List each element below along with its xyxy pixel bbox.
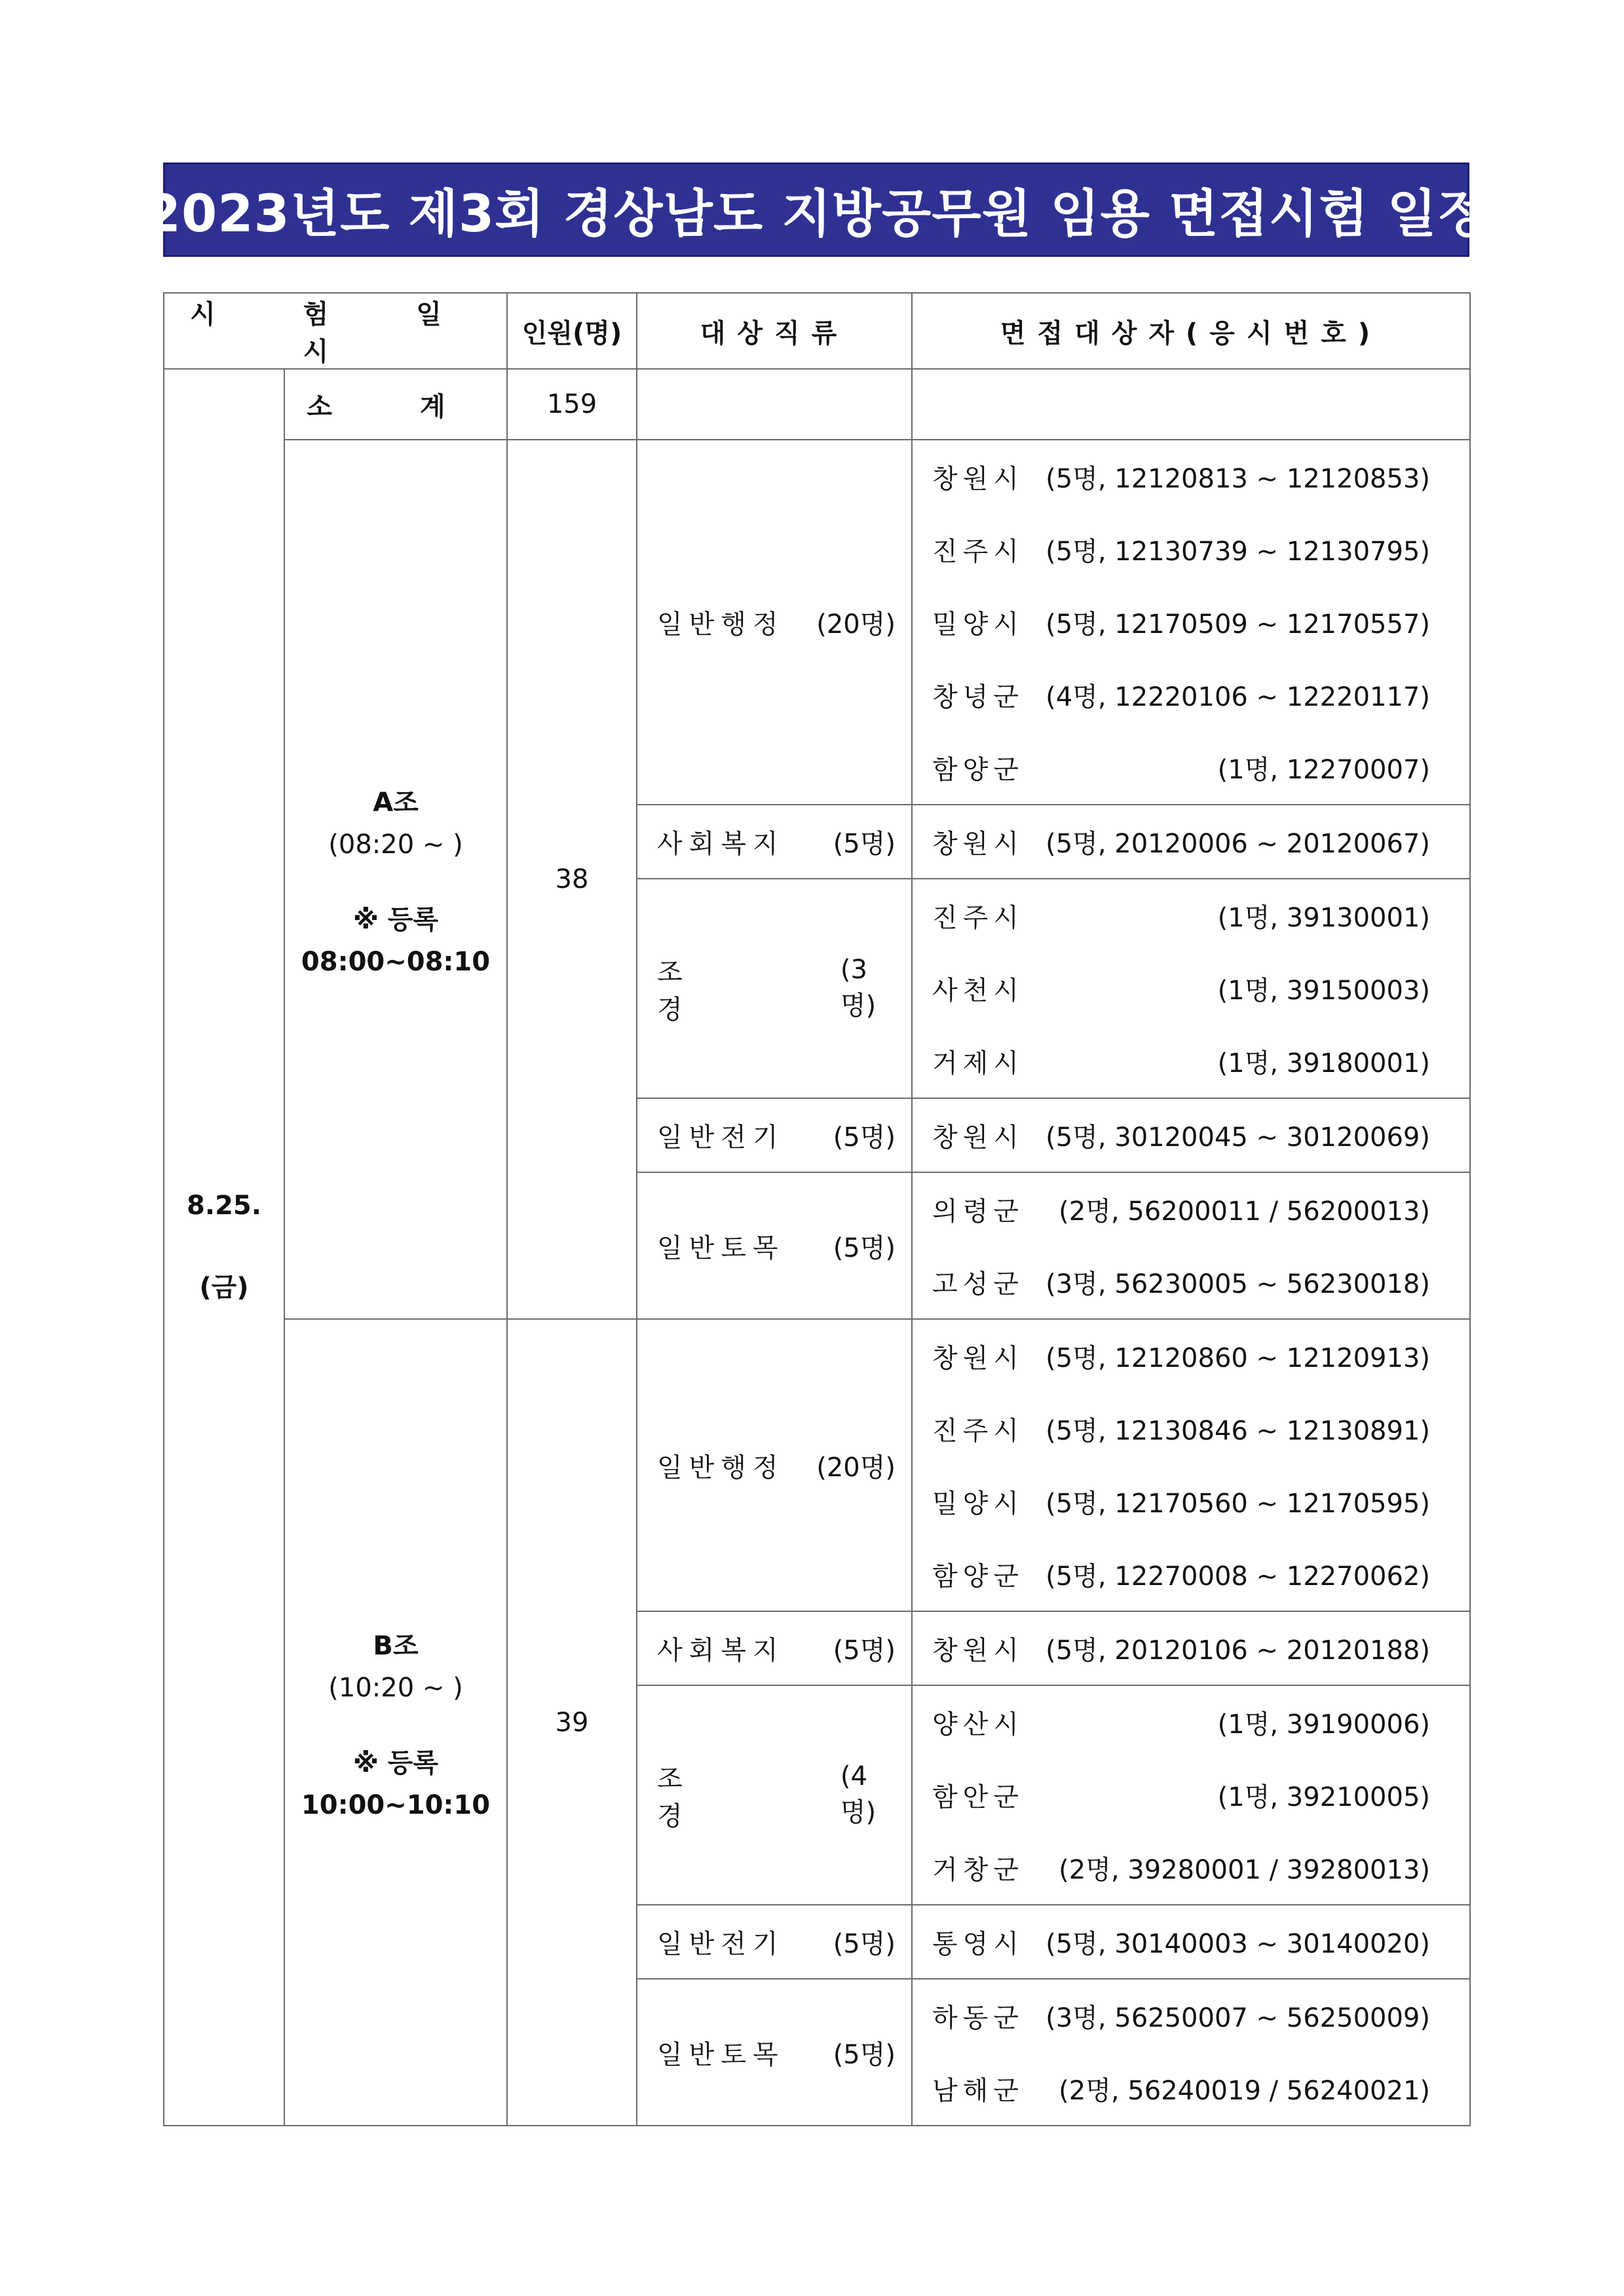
candidate-city: 진주시 bbox=[932, 903, 1024, 933]
job-count: (5명) bbox=[833, 1929, 896, 1959]
candidate-row bbox=[932, 1831, 1430, 1904]
job-count: (5명) bbox=[833, 1636, 896, 1666]
table-row bbox=[164, 440, 1470, 805]
group-register-time: 08:00~08:10 bbox=[301, 947, 491, 977]
header-job: 대상직류 bbox=[637, 293, 912, 369]
candidate-city: 함양군 bbox=[932, 755, 1024, 785]
job-name: 조경 bbox=[657, 957, 761, 1025]
group-cell bbox=[284, 1319, 507, 2126]
interview-schedule-table bbox=[163, 292, 1471, 2126]
candidate-row bbox=[932, 1173, 1430, 1246]
candidate-city: 고성군 bbox=[932, 1269, 1024, 1299]
candidate-row bbox=[932, 1686, 1430, 1759]
group-time: (10:20 ~ ) bbox=[328, 1672, 463, 1703]
candidate-row bbox=[932, 1320, 1430, 1392]
candidate-detail: (5명, 20120106 ~ 20120188) bbox=[1046, 1636, 1430, 1666]
candidate-detail: (2명, 56240019 / 56240021) bbox=[1059, 2076, 1430, 2106]
candidates-cell bbox=[912, 1172, 1470, 1319]
candidate-detail: (3명, 56250007 ~ 56250009) bbox=[1046, 2003, 1430, 2033]
candidate-detail: (5명, 12120860 ~ 12120913) bbox=[1046, 1343, 1430, 1373]
subtotal-label: 소 계 bbox=[284, 369, 507, 440]
job-name: 일반토목 bbox=[657, 1233, 785, 1263]
job-count: (20명) bbox=[816, 1452, 896, 1483]
candidate-detail: (5명, 20120006 ~ 20120067) bbox=[1046, 829, 1430, 859]
exam-date bbox=[164, 369, 284, 2126]
candidate-city: 창녕군 bbox=[932, 682, 1024, 712]
candidate-row bbox=[932, 1612, 1430, 1685]
candidates-cell bbox=[912, 1979, 1470, 2126]
candidate-detail: (5명, 12130739 ~ 12130795) bbox=[1046, 537, 1430, 567]
candidate-row bbox=[932, 731, 1430, 804]
header-count: 인원(명) bbox=[507, 293, 637, 369]
job-count: (3명) bbox=[840, 955, 877, 1021]
candidate-row bbox=[932, 1465, 1430, 1538]
job-count: (4명) bbox=[840, 1761, 877, 1827]
job-name: 일반토목 bbox=[657, 2039, 785, 2070]
candidate-city: 창원시 bbox=[932, 464, 1024, 494]
header-row bbox=[164, 293, 1470, 369]
group-name: B조 bbox=[373, 1630, 419, 1661]
job-name: 일반전기 bbox=[657, 1929, 785, 1959]
job-name: 일반전기 bbox=[657, 1122, 785, 1153]
candidates-cell bbox=[912, 1611, 1470, 1685]
candidate-row bbox=[932, 1099, 1430, 1172]
job-count: (5명) bbox=[833, 2039, 896, 2070]
candidate-detail: (1명, 12270007) bbox=[1217, 755, 1430, 785]
candidate-city: 창원시 bbox=[932, 1636, 1024, 1666]
candidate-city: 통영시 bbox=[932, 1929, 1024, 1959]
job-name: 조경 bbox=[657, 1763, 761, 1831]
group-name: A조 bbox=[373, 788, 419, 818]
candidates-cell bbox=[912, 1319, 1470, 1611]
candidate-row bbox=[932, 2052, 1430, 2125]
candidate-city: 남해군 bbox=[932, 2076, 1024, 2106]
group-time: (08:20 ~ ) bbox=[328, 830, 463, 860]
candidate-detail: (5명, 30140003 ~ 30140020) bbox=[1046, 1929, 1430, 1959]
candidate-row bbox=[932, 1392, 1430, 1465]
job-name: 일반행정 bbox=[657, 609, 785, 640]
candidate-detail: (5명, 12170509 ~ 12170557) bbox=[1046, 609, 1430, 640]
job-name: 사회복지 bbox=[657, 829, 785, 859]
group-register-label: ※ 등록 bbox=[352, 1748, 439, 1778]
candidate-city: 하동군 bbox=[932, 2003, 1024, 2033]
candidate-detail: (1명, 39130001) bbox=[1217, 903, 1430, 933]
candidate-city: 의령군 bbox=[932, 1196, 1024, 1227]
candidate-detail: (5명, 12170560 ~ 12170595) bbox=[1046, 1489, 1430, 1519]
candidate-row bbox=[932, 513, 1430, 586]
group-register-label: ※ 등록 bbox=[352, 905, 439, 935]
candidate-city: 진주시 bbox=[932, 537, 1024, 567]
candidate-detail: (5명, 12120813 ~ 12120853) bbox=[1046, 464, 1430, 494]
candidates-cell bbox=[912, 1098, 1470, 1172]
candidate-row bbox=[932, 1980, 1430, 2052]
candidate-detail: (5명, 12270008 ~ 12270062) bbox=[1046, 1561, 1430, 1592]
job-cell bbox=[637, 1611, 912, 1685]
candidate-detail: (4명, 12220106 ~ 12220117) bbox=[1046, 682, 1430, 712]
group-cell bbox=[284, 440, 507, 1319]
job-cell bbox=[637, 1685, 912, 1905]
candidate-city: 창원시 bbox=[932, 829, 1024, 859]
candidate-row bbox=[932, 440, 1430, 513]
group-register-time: 10:00~10:10 bbox=[301, 1789, 491, 1820]
job-cell bbox=[637, 1319, 912, 1611]
job-cell bbox=[637, 1098, 912, 1172]
candidate-row bbox=[932, 1905, 1430, 1978]
candidate-city: 함안군 bbox=[932, 1782, 1024, 1812]
candidate-detail: (5명, 12130846 ~ 12130891) bbox=[1046, 1416, 1430, 1446]
job-count: (5명) bbox=[833, 1122, 896, 1153]
candidate-detail: (1명, 39190006) bbox=[1217, 1710, 1430, 1740]
candidate-detail: (1명, 39150003) bbox=[1217, 976, 1430, 1006]
job-name: 일반행정 bbox=[657, 1452, 785, 1483]
candidate-detail: (3명, 56230005 ~ 56230018) bbox=[1046, 1269, 1430, 1299]
candidate-city: 양산시 bbox=[932, 1710, 1024, 1740]
candidate-row bbox=[932, 1246, 1430, 1318]
candidate-detail: (5명, 30120045 ~ 30120069) bbox=[1046, 1122, 1430, 1153]
candidate-city: 진주시 bbox=[932, 1416, 1024, 1446]
candidate-city: 거제시 bbox=[932, 1048, 1024, 1079]
candidates-cell bbox=[912, 879, 1470, 1098]
job-cell bbox=[637, 1905, 912, 1979]
candidates-cell bbox=[912, 1685, 1470, 1905]
subtotal-count: 159 bbox=[507, 369, 637, 440]
candidate-city: 창원시 bbox=[932, 1122, 1024, 1153]
candidate-detail: (1명, 39180001) bbox=[1217, 1048, 1430, 1079]
job-cell bbox=[637, 1172, 912, 1319]
candidates-cell bbox=[912, 805, 1470, 879]
candidate-row bbox=[932, 586, 1430, 659]
table-row bbox=[164, 1319, 1470, 1611]
candidate-city: 함양군 bbox=[932, 1561, 1024, 1592]
candidate-row bbox=[932, 952, 1430, 1025]
job-name: 사회복지 bbox=[657, 1636, 785, 1666]
job-cell bbox=[637, 1979, 912, 2126]
candidate-row bbox=[932, 1759, 1430, 1831]
candidates-cell bbox=[912, 1905, 1470, 1979]
header-candidates: 면접대상자(응시번호) bbox=[912, 293, 1470, 369]
job-count: (5명) bbox=[833, 1233, 896, 1263]
subtotal-row bbox=[164, 369, 1470, 440]
candidate-row bbox=[932, 879, 1430, 952]
candidate-row bbox=[932, 1538, 1430, 1611]
candidate-row bbox=[932, 805, 1430, 878]
candidate-detail: (2명, 56200011 / 56200013) bbox=[1059, 1196, 1430, 1227]
candidates-cell bbox=[912, 440, 1470, 805]
job-cell bbox=[637, 440, 912, 805]
candidate-row bbox=[932, 659, 1430, 731]
exam-date-day: 8.25. bbox=[187, 1191, 261, 1221]
job-count: (5명) bbox=[833, 829, 896, 859]
candidate-city: 밀양시 bbox=[932, 609, 1024, 640]
exam-date-weekday: (금) bbox=[199, 1272, 249, 1303]
group-count: 38 bbox=[507, 440, 637, 1319]
candidate-detail: (2명, 39280001 / 39280013) bbox=[1059, 1855, 1430, 1885]
job-cell bbox=[637, 805, 912, 879]
job-count: (20명) bbox=[816, 609, 896, 640]
job-cell bbox=[637, 879, 912, 1098]
subtotal-candidates-empty bbox=[912, 369, 1470, 440]
candidate-row bbox=[932, 1025, 1430, 1098]
candidate-detail: (1명, 39210005) bbox=[1217, 1782, 1430, 1812]
group-count: 39 bbox=[507, 1319, 637, 2126]
candidate-city: 창원시 bbox=[932, 1343, 1024, 1373]
candidate-city: 밀양시 bbox=[932, 1489, 1024, 1519]
candidate-city: 사천시 bbox=[932, 976, 1024, 1006]
page-title: 2023년도 제3회 경상남도 지방공무원 임용 면접시험 일정 bbox=[163, 163, 1469, 257]
subtotal-job-empty bbox=[637, 369, 912, 440]
candidate-city: 거창군 bbox=[932, 1855, 1024, 1885]
header-date: 시 험 일 시 bbox=[164, 293, 507, 369]
